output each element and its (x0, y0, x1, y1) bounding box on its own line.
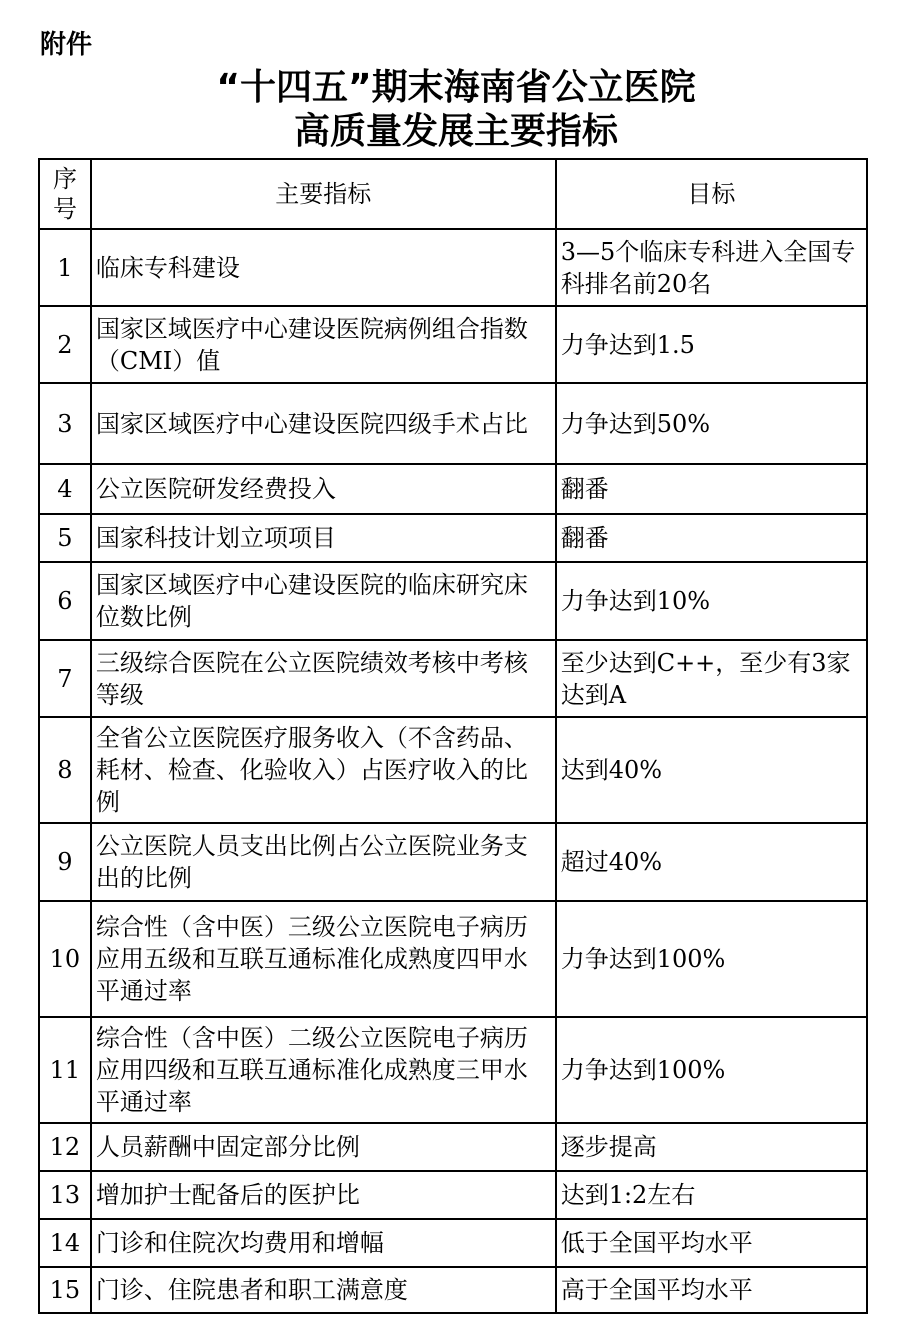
row-target: 力争达到100% (556, 901, 867, 1017)
row-number: 13 (39, 1171, 91, 1219)
row-target: 3—5个临床专科进入全国专科排名前20名 (556, 229, 867, 306)
row-number: 2 (39, 306, 91, 383)
table-row (39, 717, 867, 823)
row-number: 5 (39, 514, 91, 562)
row-number: 8 (39, 717, 91, 823)
table-row (39, 562, 867, 640)
attachment-label: 附件 (40, 30, 93, 60)
row-target: 逐步提高 (556, 1123, 867, 1171)
indicators-table (38, 158, 868, 1314)
row-target: 翻番 (556, 464, 867, 514)
row-indicator: 综合性（含中医）三级公立医院电子病历应用五级和互联互通标准化成熟度四甲水平通过率 (91, 901, 556, 1017)
row-target: 高于全国平均水平 (556, 1267, 867, 1313)
row-number: 7 (39, 640, 91, 717)
table-row (39, 1219, 867, 1267)
row-indicator: 国家科技计划立项项目 (91, 514, 556, 562)
row-indicator: 临床专科建设 (91, 229, 556, 306)
row-indicator: 公立医院人员支出比例占公立医院业务支出的比例 (91, 823, 556, 901)
header-target: 目标 (556, 159, 867, 229)
row-indicator: 公立医院研发经费投入 (91, 464, 556, 514)
row-number: 9 (39, 823, 91, 901)
table-row (39, 229, 867, 306)
row-target: 力争达到1.5 (556, 306, 867, 383)
document-title-line2: 高质量发展主要指标 (293, 111, 618, 152)
row-target: 达到1:2左右 (556, 1171, 867, 1219)
document-title-line1: “十四五”期末海南省公立医院 (216, 67, 696, 108)
table-row (39, 1123, 867, 1171)
row-number: 14 (39, 1219, 91, 1267)
row-indicator: 人员薪酬中固定部分比例 (91, 1123, 556, 1171)
row-target: 达到40% (556, 717, 867, 823)
row-indicator: 国家区域医疗中心建设医院病例组合指数（CMI）值 (91, 306, 556, 383)
header-serial-number (39, 159, 91, 229)
row-target: 力争达到50% (556, 383, 867, 464)
table-row (39, 1017, 867, 1123)
table-row (39, 901, 867, 1017)
table-row (39, 823, 867, 901)
row-indicator: 门诊和住院次均费用和增幅 (91, 1219, 556, 1267)
row-number: 10 (39, 901, 91, 1017)
row-target: 至少达到C++，至少有3家达到A (556, 640, 867, 717)
row-number: 3 (39, 383, 91, 464)
row-target: 翻番 (556, 514, 867, 562)
row-target: 力争达到100% (556, 1017, 867, 1123)
row-number: 15 (39, 1267, 91, 1313)
header-serial-char1: 序 (52, 165, 77, 193)
row-number: 12 (39, 1123, 91, 1171)
row-indicator: 全省公立医院医疗服务收入（不含药品、耗材、检查、化验收入）占医疗收入的比例 (91, 717, 556, 823)
table-row (39, 640, 867, 717)
table-row (39, 1171, 867, 1219)
row-number: 4 (39, 464, 91, 514)
row-number: 6 (39, 562, 91, 640)
row-indicator: 国家区域医疗中心建设医院四级手术占比 (91, 383, 556, 464)
row-number: 1 (39, 229, 91, 306)
row-indicator: 门诊、住院患者和职工满意度 (91, 1267, 556, 1313)
table-row (39, 383, 867, 464)
table-row (39, 306, 867, 383)
row-number: 11 (39, 1017, 91, 1123)
header-serial-char2: 号 (52, 195, 77, 223)
table-header-row (39, 159, 867, 229)
row-target: 力争达到10% (556, 562, 867, 640)
row-indicator: 增加护士配备后的医护比 (91, 1171, 556, 1219)
table-row (39, 464, 867, 514)
table-row (39, 514, 867, 562)
row-target: 超过40% (556, 823, 867, 901)
row-indicator: 综合性（含中医）二级公立医院电子病历应用四级和互联互通标准化成熟度三甲水平通过率 (91, 1017, 556, 1123)
header-indicator: 主要指标 (91, 159, 556, 229)
row-indicator: 国家区域医疗中心建设医院的临床研究床位数比例 (91, 562, 556, 640)
row-indicator: 三级综合医院在公立医院绩效考核中考核等级 (91, 640, 556, 717)
row-target: 低于全国平均水平 (556, 1219, 867, 1267)
table-row (39, 1267, 867, 1313)
